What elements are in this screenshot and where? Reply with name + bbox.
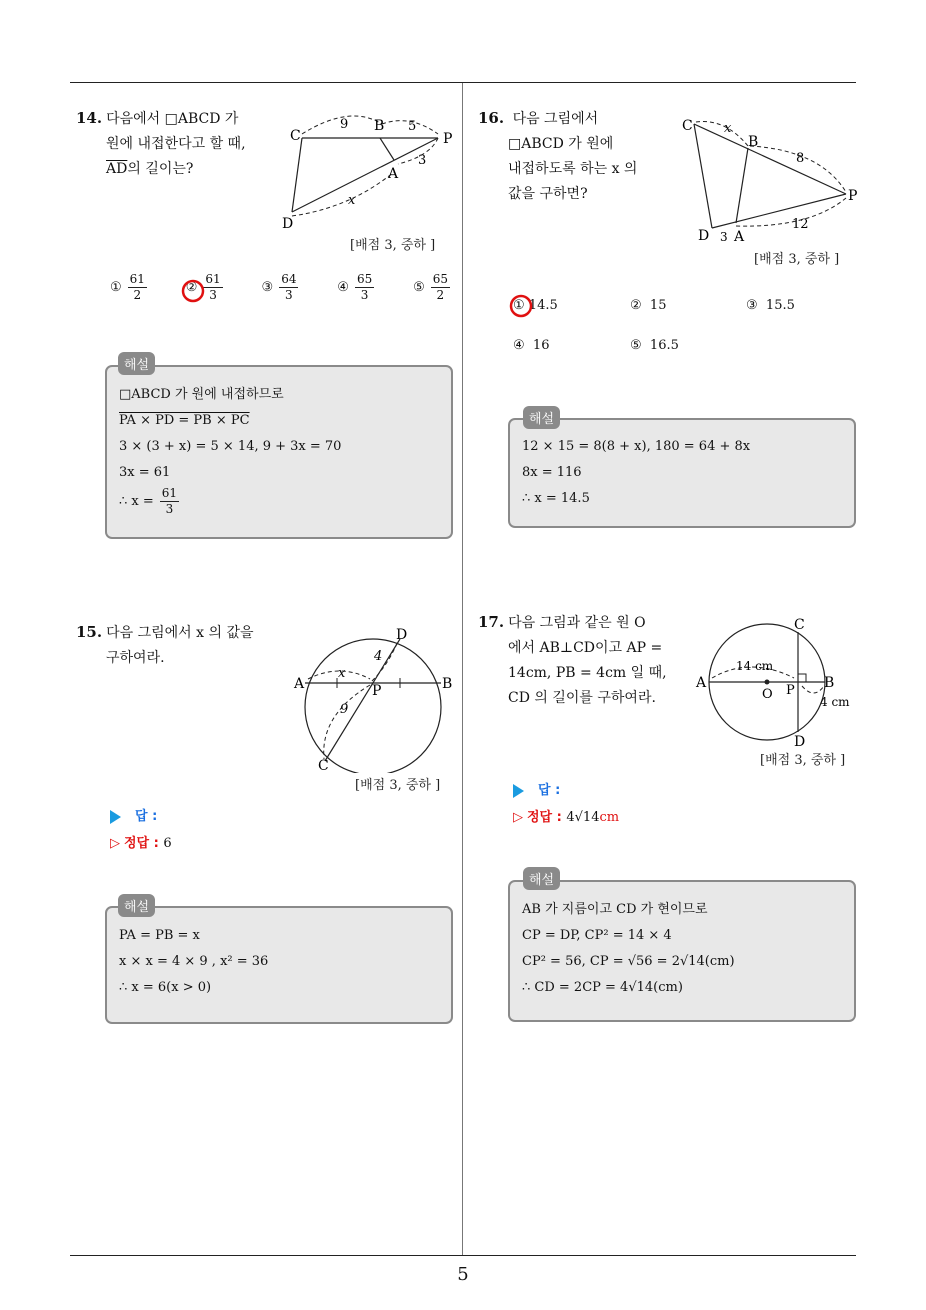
- q14-sol-line1: □ABCD 가 원에 내접하므로: [119, 387, 284, 402]
- choice-mark: ③: [261, 280, 274, 295]
- frac-num: 61: [205, 272, 221, 286]
- q17-sol-line4: ∴ CD = 2CP = 4√14(cm): [522, 980, 683, 995]
- q14-choice-3[interactable]: [262, 272, 299, 303]
- q14-tag: [배점 3, 중하 ]: [350, 238, 436, 253]
- q16-sol-line2: 8x = 116: [522, 465, 582, 480]
- q17-sol-line2: CP = DP, CP² = 14 × 4: [522, 928, 672, 943]
- arrow-icon: [110, 810, 121, 824]
- q17-figure: [690, 614, 860, 750]
- q16-solution-box: [508, 418, 856, 528]
- q16-sol-line3: ∴ x = 14.5: [522, 491, 590, 506]
- q17-correct-label: 정답 :: [527, 810, 562, 825]
- q15-arc-9: [324, 685, 370, 759]
- q17-solution-box: [508, 880, 856, 1022]
- q14-figure: [280, 108, 460, 233]
- q15-figure: [290, 625, 460, 773]
- q17-label-a: A: [696, 675, 707, 691]
- q17-correct: [513, 806, 619, 825]
- choice-value: 15.5: [765, 298, 795, 313]
- arrow-icon: [513, 784, 524, 798]
- q14-sol-line5: ∴ x =: [119, 493, 154, 509]
- q15-chord-cd: [325, 639, 400, 761]
- q14-label-9: 9: [340, 117, 349, 132]
- frac-num: 65: [356, 272, 373, 286]
- q16-line-cd: [694, 124, 712, 228]
- q16-line4: 값을 구하면?: [508, 186, 588, 202]
- q16-text: [478, 106, 658, 207]
- q16-solution-label: 해설: [523, 406, 560, 429]
- hollow-arrow-icon: ▷: [513, 810, 523, 825]
- q17-sol-line1: AB 가 지름이고 CD 가 현이므로: [522, 902, 708, 917]
- choice-mark: ④: [337, 280, 349, 295]
- q14-label-d: D: [282, 216, 294, 232]
- q16-line2: □ABCD 가 원에: [508, 136, 614, 152]
- frac-num: 61: [129, 272, 145, 286]
- q16-label-d: D: [698, 228, 710, 244]
- q16-figure: [680, 110, 860, 245]
- q14-choices: [110, 272, 450, 303]
- q17-text: [478, 610, 678, 711]
- q16-choice-4[interactable]: [513, 338, 549, 353]
- frac-den: 2: [133, 288, 142, 302]
- q17-line2: 에서 AB⊥CD이고 AP =: [508, 640, 663, 656]
- q16-choice-5[interactable]: [630, 338, 679, 353]
- choice-mark: ①: [110, 280, 122, 295]
- column-divider: [462, 83, 463, 1255]
- choice-mark: ①: [513, 298, 525, 313]
- q17-sol-line3: CP² = 56, CP = √56 = 2√14(cm): [522, 954, 735, 969]
- q14-answer-circle: [180, 278, 208, 306]
- q14-text: [76, 106, 276, 182]
- q16-answer-circle: [508, 293, 536, 321]
- q15-text: [76, 620, 286, 671]
- q16-sol-line1: 12 × 15 = 8(8 + x), 180 = 64 + 8x: [522, 439, 751, 454]
- q17-label-p: P: [786, 683, 795, 698]
- q16-label-12: 12: [792, 217, 809, 232]
- q15-label-4: 4: [374, 649, 383, 664]
- q15-label-a: A: [294, 676, 305, 692]
- q15-answer-prompt: [110, 805, 157, 824]
- q17-label-c: C: [794, 617, 805, 633]
- q14-choice-2[interactable]: [186, 272, 223, 303]
- q15-circle: [305, 639, 441, 773]
- frac-den: 3: [360, 288, 369, 302]
- q16-line3: 내접하도록 하는 x 의: [508, 161, 638, 177]
- q17-correct-unit: cm: [599, 810, 620, 825]
- q14-arc-x: [292, 172, 394, 216]
- q14-sol-line4: 3x = 61: [119, 465, 171, 480]
- choice-mark: ②: [630, 298, 642, 313]
- q17-label-14cm: 14 cm: [736, 659, 774, 673]
- q17-center-dot: [765, 680, 770, 685]
- frac-den: 3: [285, 288, 293, 302]
- q14-label-5: 5: [408, 119, 417, 134]
- top-rule: [70, 82, 856, 83]
- q14-sol-line2: PA × PD = PB × PC: [119, 413, 250, 428]
- q17-arc-4: [802, 686, 824, 693]
- q15-tag: [배점 3, 중하 ]: [355, 778, 441, 793]
- q17-tag: [배점 3, 중하 ]: [760, 753, 846, 768]
- q14-label-x: x: [348, 193, 356, 208]
- q17-right-angle: [798, 674, 806, 682]
- q14-choice-1[interactable]: [110, 272, 147, 303]
- hollow-arrow-icon: ▷: [110, 836, 120, 851]
- frac-num: 65: [432, 272, 448, 286]
- q14-sol-line3: 3 × (3 + x) = 5 × 14, 9 + 3x = 70: [119, 439, 342, 454]
- q16-label-b: B: [748, 134, 759, 150]
- q14-label-b: B: [374, 118, 385, 134]
- q16-label-x: x: [724, 121, 732, 136]
- q16-choice-3[interactable]: [746, 298, 795, 313]
- q14-choice-4[interactable]: [337, 272, 374, 303]
- q16-line-ba: [736, 148, 748, 223]
- choice-mark: ④: [513, 338, 525, 353]
- q14-solution-box: [105, 365, 453, 539]
- q15-number: 15.: [76, 623, 103, 641]
- q14-label-3: 3: [418, 153, 427, 168]
- q15-answer-label: 답 :: [135, 809, 158, 824]
- q14-line2: 원에 내접한다고 할 때,: [106, 136, 246, 152]
- q15-sol-line2: x × x = 4 × 9 , x² = 36: [119, 954, 269, 969]
- q16-label-3: 3: [720, 230, 728, 244]
- q16-line-cp: [694, 124, 846, 194]
- choice-mark: ⑤: [413, 280, 425, 295]
- frac-den: 3: [165, 502, 174, 516]
- q17-label-b: B: [824, 675, 835, 691]
- frac-den: 3: [209, 288, 217, 302]
- choice-value: 14.5: [528, 298, 558, 313]
- q16-arc-12: [736, 198, 846, 226]
- q14-line1: 다음에서 □ABCD 가: [106, 111, 239, 127]
- q14-seg-ad: $\overline{AD}$: [106, 161, 128, 177]
- choice-value: 16.5: [649, 338, 679, 353]
- q17-label-4cm: 4 cm: [820, 695, 850, 709]
- frac-num: 61: [161, 486, 178, 500]
- q17-answer-prompt: [513, 779, 560, 798]
- choice-mark: ②: [185, 280, 198, 295]
- q17-solution-label: 해설: [523, 867, 560, 890]
- q17-label-o: O: [762, 687, 773, 702]
- bottom-rule: [70, 1255, 856, 1256]
- q15-correct: [110, 832, 172, 851]
- q16-label-8: 8: [796, 151, 805, 166]
- choice-value: 16: [532, 338, 550, 353]
- q16-label-p: P: [848, 188, 858, 204]
- q14-line-cd: [292, 138, 302, 212]
- q16-label-c: C: [682, 118, 693, 134]
- q14-line-dp: [292, 138, 438, 212]
- q15-label-d: D: [396, 627, 408, 643]
- q15-line1: 다음 그림에서 x 의 값을: [106, 625, 254, 641]
- q14-number: 14.: [76, 109, 103, 127]
- q16-choice-1[interactable]: [513, 298, 558, 313]
- q15-line2: 구하여라.: [106, 650, 165, 666]
- q15-sol-line1: PA = PB = x: [119, 928, 200, 943]
- q16-label-a: A: [734, 229, 745, 245]
- q14-line-ba: [380, 138, 394, 160]
- q15-label-x: x: [338, 666, 346, 681]
- q15-correct-label: 정답 :: [124, 836, 159, 851]
- q17-answer-label: 답 :: [538, 783, 561, 798]
- q15-solution-label: 해설: [118, 894, 155, 917]
- q15-label-p: P: [372, 683, 382, 699]
- q17-line3: 14cm, PB = 4cm 일 때,: [508, 665, 667, 681]
- choice-mark: ⑤: [630, 338, 642, 353]
- q14-label-a: A: [388, 166, 399, 182]
- q16-arc-x: [696, 122, 748, 147]
- q15-sol-line3: ∴ x = 6(x > 0): [119, 980, 212, 995]
- page-number: 5: [457, 1264, 469, 1285]
- q16-choice-2[interactable]: [630, 298, 666, 313]
- q14-label-c: C: [290, 128, 301, 144]
- q16-line1: 다음 그림에서: [512, 111, 599, 127]
- choice-mark: ③: [746, 298, 758, 313]
- q15-solution-box: [105, 906, 453, 1024]
- frac-den: 2: [436, 288, 445, 302]
- frac-num: 64: [281, 272, 297, 286]
- q16-number: 16.: [478, 109, 505, 127]
- q17-correct-value: 4√14: [566, 810, 600, 825]
- q15-label-b: B: [442, 676, 453, 692]
- q14-line3: 의 길이는?: [127, 161, 194, 177]
- q14-solution-label: 해설: [118, 352, 155, 375]
- q15-label-9: 9: [340, 702, 349, 717]
- q15-label-c: C: [318, 758, 329, 773]
- q17-line4: CD 의 길이를 구하여라.: [508, 690, 656, 706]
- q16-tag: [배점 3, 중하 ]: [754, 252, 840, 267]
- q17-label-d: D: [794, 734, 806, 750]
- q17-line1: 다음 그림과 같은 원 O: [508, 615, 646, 631]
- q14-choice-5[interactable]: [413, 272, 450, 303]
- choice-value: 15: [649, 298, 667, 313]
- q14-label-p: P: [443, 131, 453, 147]
- q15-correct-value: 6: [163, 836, 172, 851]
- q17-number: 17.: [478, 613, 505, 631]
